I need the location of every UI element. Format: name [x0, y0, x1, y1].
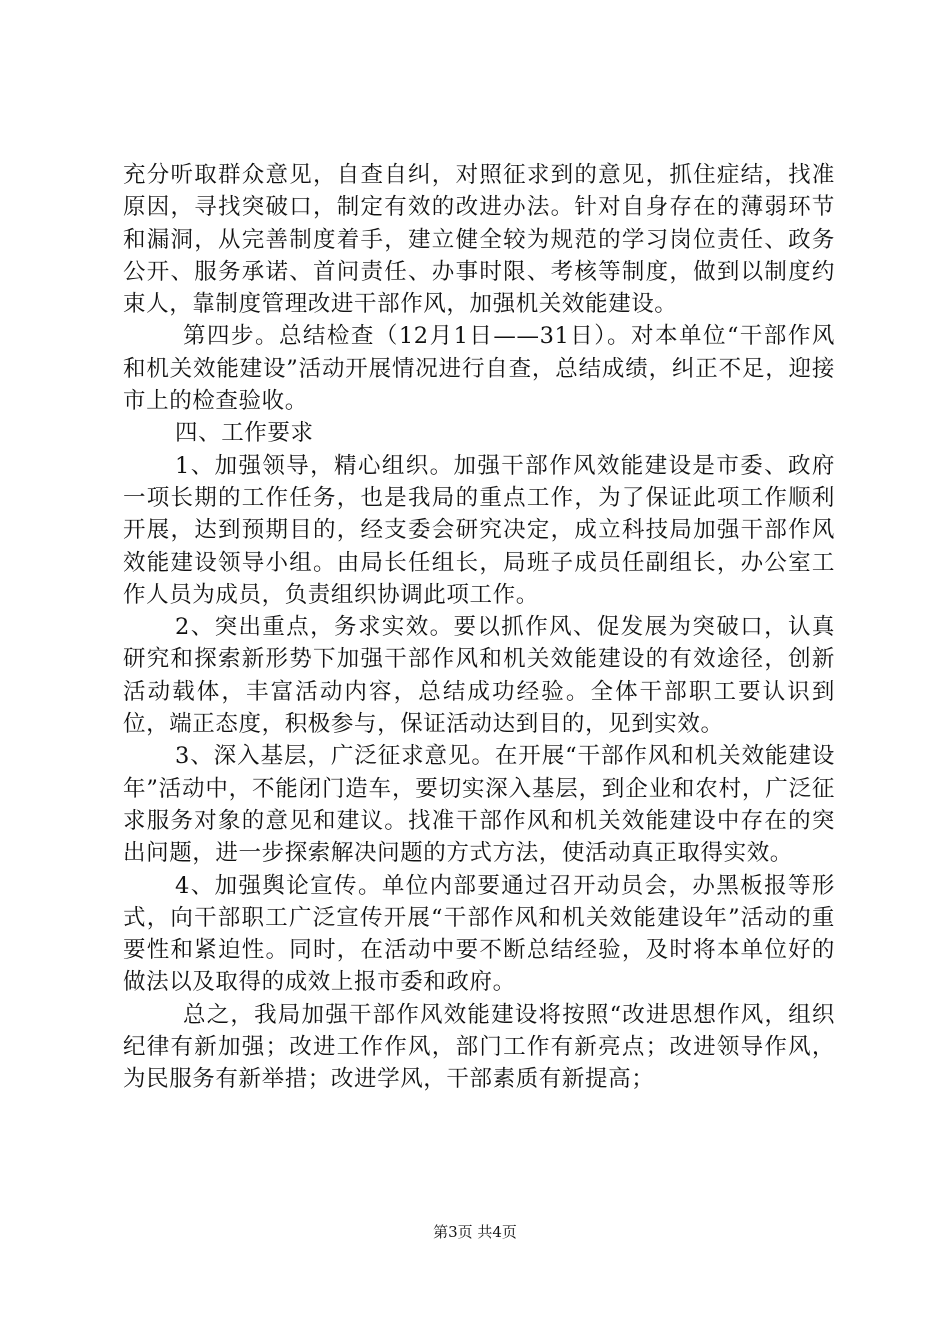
paragraph-item-4: 4、加强舆论宣传。单位内部要通过召开动员会，办黑板报等形式，向干部职工广泛宣传开展“干部作风和机关效能建设年”活动的重要性和紧迫性。同时，在活动中要不断总结经验，及时将本单位好的做法以及取得的成效上报市委和政府。: [123, 872, 835, 996]
section-heading: 四、工作要求: [175, 420, 314, 447]
paragraph-item-3: 3、深入基层，广泛征求意见。在开展“干部作风和机关效能建设年”活动中，不能闭门造车，要切实深入基层，到企业和农村，广泛征求服务对象的意见和建议。找准干部作风和机关效能建设中存在的突出问题，进一步探索解决问题的方式方法，使活动真正取得实效。: [123, 743, 835, 867]
document-body: [123, 159, 835, 1096]
paragraph-item-2: 2、突出重点，务求实效。要以抓作风、促发展为突破口，认真研究和探索新形势下加强干部作风和机关效能建设的有效途径，创新活动载体，丰富活动内容，总结成功经验。全体干部职工要认识到位，端正态度，积极参与，保证活动达到目的，见到实效。: [123, 614, 835, 738]
paragraph-1: 充分听取群众意见，自查自纠，对照征求到的意见，抓住症结，找准原因，寻找突破口，制定有效的改进办法。针对自身存在的薄弱环节和漏洞，从完善制度着手，建立健全较为规范的学习岗位责任、政务公开、服务承诺、首问责任、办事时限、考核等制度，做到以制度约束人，靠制度管理改进干部作风，加强机关效能建设。: [123, 162, 835, 318]
paragraph-summary: 总之，我局加强干部作风效能建设将按照“改进思想作风，组织纪律有新加强；改进工作作风，部门工作有新亮点；改进领导作风，为民服务有新举措；改进学风，干部素质有新提高；: [123, 1001, 835, 1093]
paragraph-2: 第四步。总结检查（12月1日——31日）。对本单位“干部作风和机关效能建设”活动开展情况进行自查，总结成绩，纠正不足，迎接市上的检查验收。: [123, 323, 835, 415]
page-footer: 第3页 共4页: [433, 1223, 517, 1241]
paragraph-item-1: 1、加强领导，精心组织。加强干部作风效能建设是市委、政府一项长期的工作任务，也是我局的重点工作，为了保证此项工作顺利开展，达到预期目的，经支委会研究决定，成立科技局加强干部作风效能建设领导小组。由局长任组长，局班子成员任副组长，办公室工作人员为成员，负责组织协调此项工作。: [123, 452, 835, 608]
